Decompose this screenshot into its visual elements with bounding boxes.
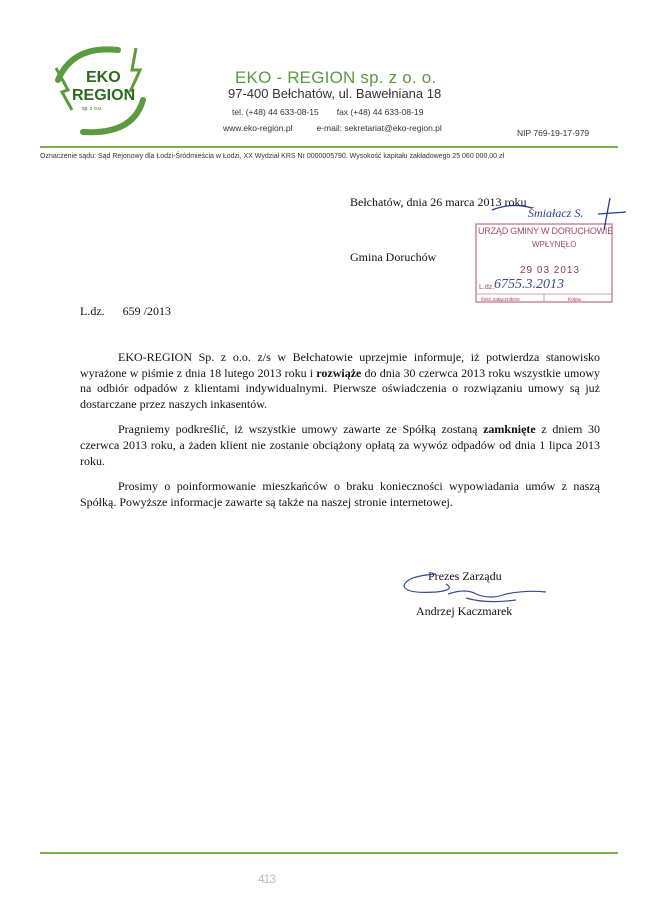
signature-name: Andrzej Kaczmarek: [416, 604, 513, 618]
stamp-ldz-label: L.dz.: [479, 284, 495, 291]
company-tel: tel. (+48) 44 633-08-15: [232, 107, 319, 117]
stamp-pages: Kolpa: [568, 297, 581, 303]
ref-label: L.dz.: [80, 304, 105, 318]
logo-text-region: REGION: [72, 87, 136, 104]
paragraph-2-text-a: Pragniemy podkreślić, iż wszystkie umowy zawarte ze Spółką zostaną: [118, 422, 484, 437]
stamp-attachments: Ilość załączników: [481, 297, 520, 303]
logo-text-small: sp. z o.o.: [82, 106, 103, 112]
company-address: 97-400 Bełchatów, ul. Bawełniana 18: [228, 86, 442, 101]
paragraph-3: Prosimy o poinformowanie mieszkańców o braku konieczności wypowiadania umów z naszą Spółką. Powyższe informacje zawarte są także na naszej stronie internetowej.: [80, 479, 600, 509]
company-name: EKO - REGION sp. z o. o.: [235, 68, 437, 87]
paragraph-2: [80, 422, 600, 469]
stamp-office: URZĄD GMINY W DORUCHOWIE: [478, 226, 614, 236]
stamp-received: WPŁYNĘŁO: [532, 240, 577, 249]
reference-number: [80, 304, 171, 319]
paragraph-2-text-b: z dniem 30 czerwca 2013 roku, a żaden klient nie zostanie obciążony opłatą za wywóz odpadów od dnia 1 lipca 2013 roku.: [80, 422, 600, 468]
logo-bolt-right: [130, 48, 140, 92]
place-date: Bełchatów, dnia 26 marca 2013 roku: [350, 195, 527, 209]
header-divider: [40, 146, 618, 148]
company-contact: [223, 123, 442, 133]
eko-region-logo: [48, 40, 158, 140]
ref-value: 659 /2013: [122, 304, 171, 318]
company-website: www.eko-region.pl: [223, 123, 293, 133]
page-mark: 413: [258, 872, 276, 886]
letter-body: [80, 350, 600, 520]
stamp-date: 29 03 2013: [520, 265, 581, 276]
annotation-text: Śmiałacz S.: [528, 206, 584, 220]
company-fax: fax (+48) 44 633-08-19: [336, 107, 424, 117]
company-email: e-mail: sekretariat@eko-region.pl: [316, 123, 442, 133]
company-nip: NIP 769-19-17-979: [517, 128, 590, 138]
paragraph-1-text-a: EKO-REGION Sp. z o.o. z/s w Bełchatowie uprzejmie informuje, iż potwierdza stanowisko wyrażone w piśmie z dnia 18 lutego 2013 roku i: [80, 350, 600, 380]
court-info: Oznaczenie sądu: Sąd Rejonowy dla Łodzi-Śródmieścia w Łodzi, XX Wydział KRS Nr 0000005790. Wysokość kapitału zakładowego 25 060 000,00 zł: [40, 153, 505, 160]
company-phones: [232, 107, 423, 117]
footer-divider: [40, 852, 618, 854]
recipient: Gmina Doruchów: [350, 250, 437, 264]
signature-title: Prezes Zarządu: [428, 569, 502, 583]
logo-arc-bottom: [83, 100, 143, 132]
logo-text-eko: EKO: [86, 69, 121, 86]
paragraph-1-text-b: do dnia 30 czerwca 2013 roku wszystkie umowy na odbiór odpadów z klientami indywidualnymi. Pierwsze oświadczenia o rozwiązaniu umowy są już dostarczane przez naszych inkasentów.: [80, 365, 600, 411]
stamp-number: 6755.3.2013: [494, 277, 564, 292]
paragraph-1-bold: rozwiąże: [316, 365, 362, 380]
paragraph-1: [80, 350, 600, 412]
paragraph-2-bold: zamknięte: [483, 422, 536, 437]
